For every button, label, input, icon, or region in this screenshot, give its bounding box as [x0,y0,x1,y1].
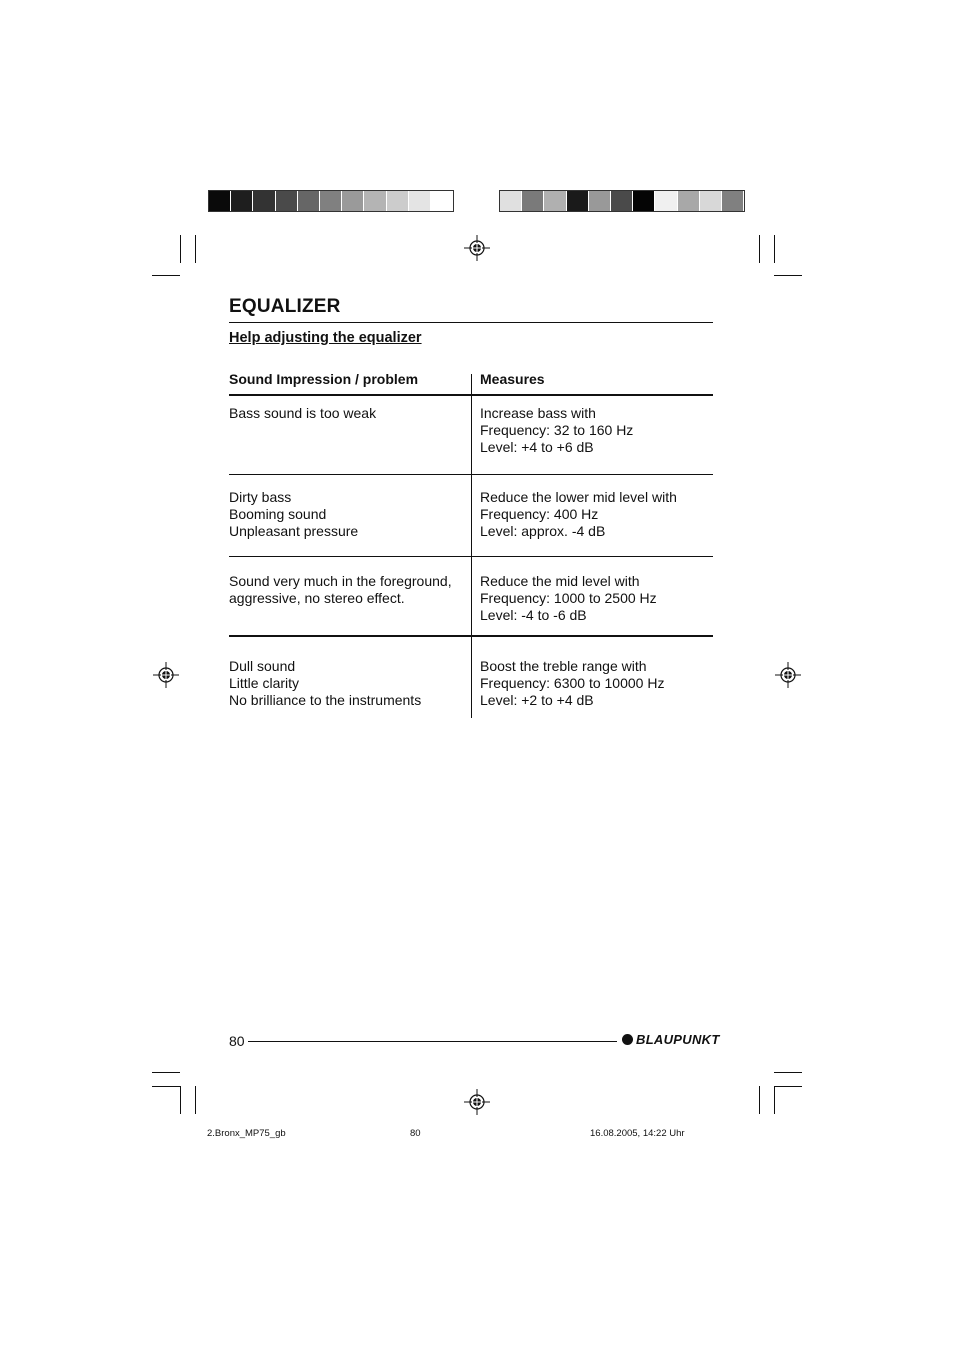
brand-dot-icon [622,1034,633,1045]
column-divider [471,374,472,718]
table-row [229,658,421,709]
registration-mark-icon [775,662,801,688]
problem-line: Little clarity [229,675,300,691]
measure-line: Level: +2 to +4 dB [480,692,594,708]
color-swatch [298,191,320,211]
measure-line: Level: -4 to -6 dB [480,607,587,623]
table-row [480,658,664,709]
registration-mark-icon [464,235,490,261]
color-swatch [611,191,633,211]
measure-line: Level: approx. -4 dB [480,523,606,539]
measure-line: Frequency: 1000 to 2500 Hz [480,590,657,606]
table-row [480,489,677,540]
color-swatch [567,191,589,211]
color-bar-left [208,190,454,212]
problem-line: Unpleasant pressure [229,523,359,539]
color-swatch [522,191,544,211]
measure-line: Increase bass with [480,405,596,421]
measure-line: Frequency: 400 Hz [480,506,599,522]
color-swatch [342,191,364,211]
color-swatch [387,191,409,211]
table-header-problem: Sound Impression / problem [229,371,419,387]
table-row [480,573,657,624]
problem-line: Dirty bass [229,489,292,505]
header-rule [229,394,713,396]
row-divider [229,556,713,557]
color-swatch [253,191,275,211]
row-divider [229,635,713,637]
color-swatch [722,191,744,211]
slug-page: 80 [410,1128,421,1139]
color-swatch [431,191,453,211]
color-swatch [589,191,611,211]
section-subtitle: Help adjusting the equalizer [229,330,422,346]
color-swatch [544,191,566,211]
problem-line: Booming sound [229,506,327,522]
color-swatch [655,191,677,211]
row-divider [229,474,713,475]
measure-line: Level: +4 to +6 dB [480,439,594,455]
table-row [229,489,358,540]
problem-line: Sound very much in the foreground, [229,573,452,589]
title-rule [229,322,713,323]
table-row [480,405,633,456]
measure-line: Boost the treble range with [480,658,647,674]
measure-line: Reduce the lower mid level with [480,489,677,505]
color-swatch [231,191,253,211]
color-swatch [276,191,298,211]
measure-line: Reduce the mid level with [480,573,640,589]
color-swatch [320,191,342,211]
table-row [229,405,376,422]
problem-line: No brilliance to the instruments [229,692,422,708]
page-title: EQUALIZER [229,296,341,317]
color-swatch [409,191,431,211]
problem-line: aggressive, no stereo effect. [229,590,405,606]
color-swatch [209,191,231,211]
slug-timestamp: 16.08.2005, 14:22 Uhr [590,1128,685,1139]
color-bar-right [499,190,745,212]
registration-mark-icon [153,662,179,688]
color-swatch [678,191,700,211]
table-row [229,573,452,607]
measure-line: Frequency: 6300 to 10000 Hz [480,675,665,691]
color-swatch [500,191,522,211]
problem-line: Bass sound is too weak [229,405,377,421]
footer-rule [248,1041,617,1042]
brand-logo [622,1032,720,1047]
color-swatch [633,191,655,211]
problem-line: Dull sound [229,658,296,674]
slug-file: 2.Bronx_MP75_gb [207,1128,286,1139]
registration-mark-icon [464,1089,490,1115]
table-header-measures: Measures [480,371,545,387]
brand-name: BLAUPUNKT [636,1032,720,1047]
measure-line: Frequency: 32 to 160 Hz [480,422,634,438]
page-number: 80 [229,1033,245,1049]
color-swatch [700,191,722,211]
color-swatch [364,191,386,211]
